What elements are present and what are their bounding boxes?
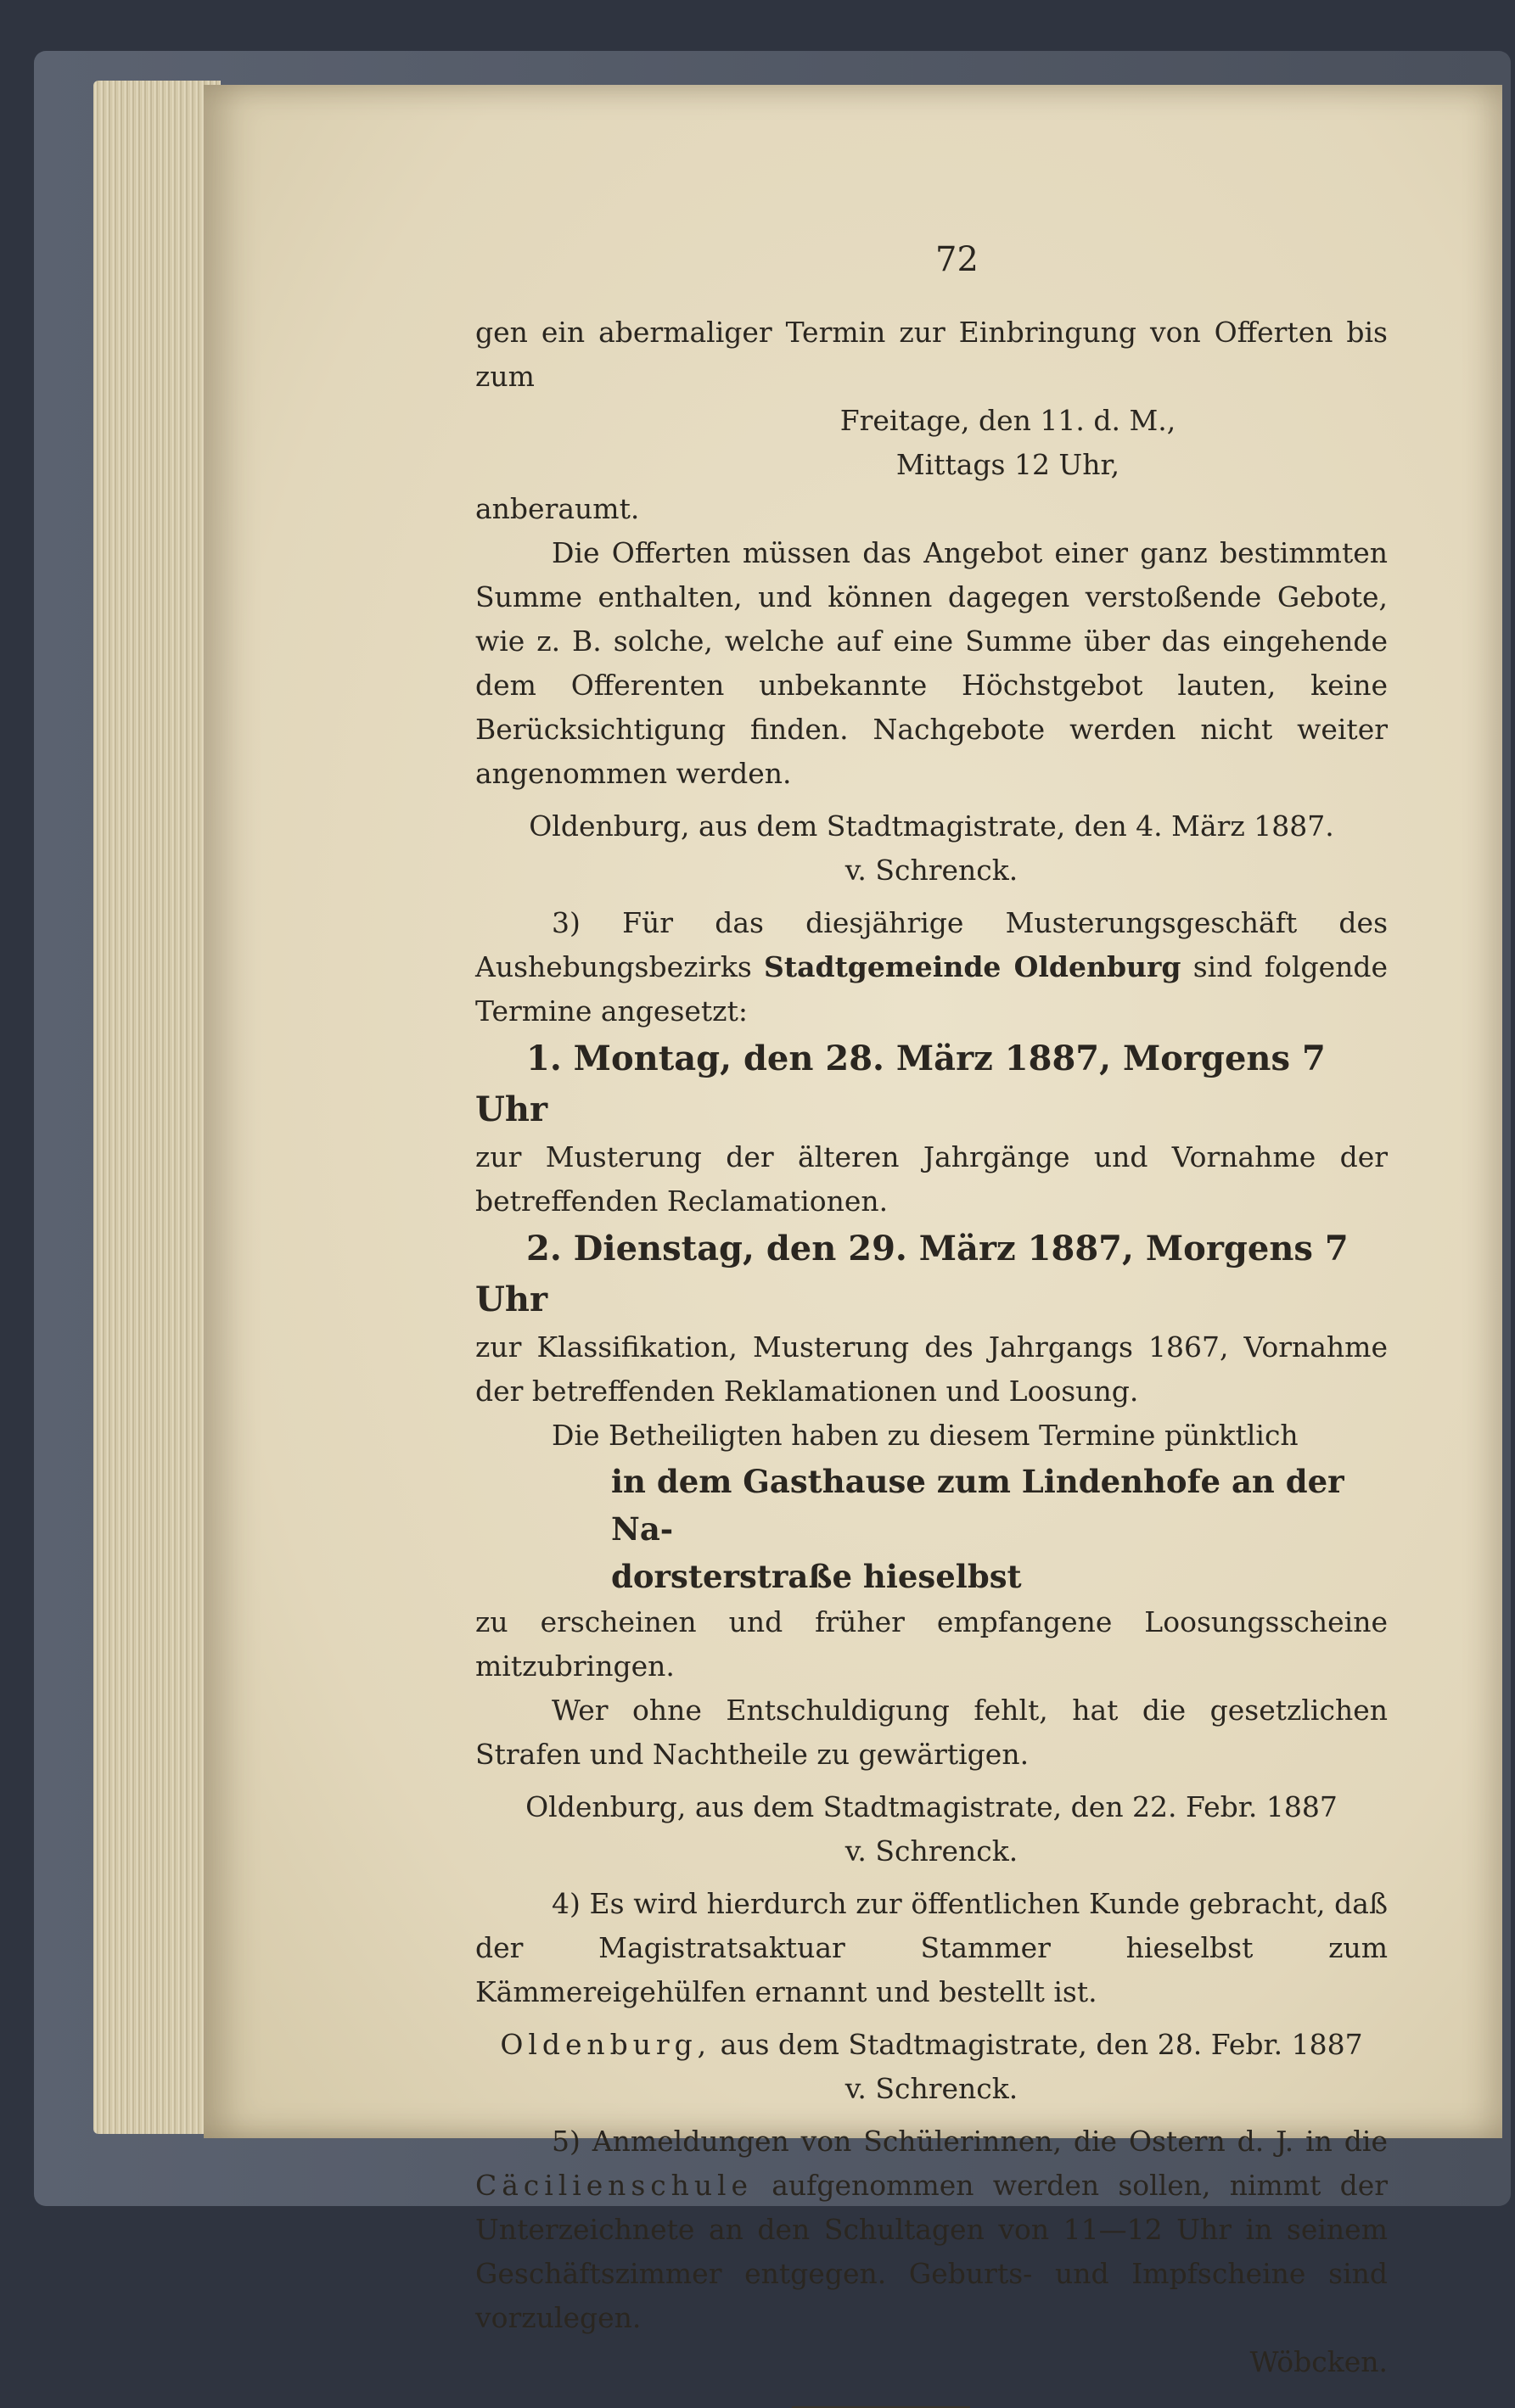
time-line: Mittags 12 Uhr, [895,448,1120,481]
page-text [475,238,1388,2408]
item-4: 4) Es wird hierdurch zur öffentlichen Kunde gebracht, daß der Magistratsaktuar Stammer hieselbst zum Kämmereigehülfen ernannt und bestellt ist. [475,1887,1388,2008]
signature-3-rest: aus dem Stadtmagistrate, den 28. Febr. 1887 [720,2028,1363,2061]
attendance-end: zu erscheinen und früher empfangene Loosungsscheine mitzubringen. [475,1605,1388,1683]
item-5-school: Cäcilienschule [475,2169,754,2202]
term-2-heading: 2. Dienstag, den 29. März 1887, Morgens 7 Uhr [475,1229,1349,1319]
penalty-note: Wer ohne Entschuldigung fehlt, hat die gesetzlichen Strafen und Nachtheile zu gewärtigen. [475,1694,1388,1771]
signature-1-place-date: Oldenburg, aus dem Stadtmagistrate, den 4. März 1887. [529,809,1334,843]
page-number: 72 [935,240,979,279]
venue-line-1: in dem Gasthause zum Lindenhofe an der Na- [611,1463,1344,1548]
date-line: Freitage, den 11. d. M., [839,404,1176,437]
item-5-a: 5) Anmeldungen von Schülerinnen, die Ostern d. J. in die [552,2125,1388,2158]
item-3-intro-b: sind folgende Termine angesetzt: [475,950,1389,1028]
paragraph-2: Die Offerten müssen das Angebot einer ganz bestimmten Summe enthalten, und können dagegen verstoßende Gebote, wie z. B. solche, welche auf eine Summe über das eingehende dem Offerenten unbekannte Höchstgebot lauten, keine Berücksichtigung finden. Nachgebote werden nicht weiter angenommen werden. [475,536,1388,790]
item-3-intro-a: 3) Für das diesjährige Musterungsgeschäft des Aushebungsbezirks [475,906,1388,983]
signature-1-name: v. Schrenck. [844,854,1018,887]
item-5-signer: Wöbcken. [1249,2345,1388,2378]
paragraph-1-end: anberaumt. [475,492,640,525]
item-5 [475,2120,1388,2340]
attendance-line: Die Betheiligten haben zu diesem Termine pünktlich [552,1419,1299,1452]
item-3-district: Stadtgemeinde Oldenburg [764,950,1181,983]
item-3-intro [475,901,1388,1033]
signature-2-name: v. Schrenck. [844,1834,1018,1868]
paragraph-1-text: gen ein abermaliger Termin zur Einbringung von Offerten bis zum [475,316,1388,393]
signature-3-name: v. Schrenck. [844,2072,1018,2105]
term-1-text: zur Musterung der älteren Jahrgänge und Vornahme der betreffenden Reclamationen. [475,1140,1388,1218]
signature-3-place-date [475,2023,1388,2067]
page-stack-edge [93,81,221,2134]
item-5-b: aufgenommen werden sollen, nimmt der Unterzeichnete an den Schultagen von 11—12 Uhr in seinem Geschäftszimmer entgegen. Geburts- und Impfscheine sind vorzulegen. [475,2169,1388,2334]
venue-line-2: dorsterstraße hieselbst [611,1558,1022,1595]
term-1-heading: 1. Montag, den 28. März 1887, Morgens 7 Uhr [475,1039,1326,1129]
signature-3-place: Oldenburg, [500,2028,712,2061]
term-2-text: zur Klassifikation, Musterung des Jahrgangs 1867, Vornahme der betreffenden Reklamationen und Loosung. [475,1330,1388,1408]
signature-2-place-date: Oldenburg, aus dem Stadtmagistrate, den 22. Febr. 1887 [525,1790,1338,1823]
